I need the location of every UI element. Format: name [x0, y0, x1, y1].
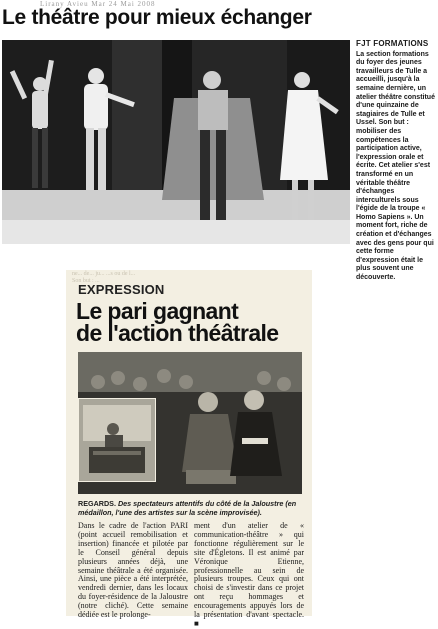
margin-scribble: Lirany Avieu Mar 24 Mai 2008 [40, 0, 156, 8]
headline-bottom [76, 300, 279, 344]
caption-text: Des spectateurs attentifs du côté de la Jaloustre (en médaillon, l'une des artistes sur la scène improvisée). [78, 499, 297, 517]
headline-line: Le pari gagnant [76, 298, 239, 324]
headline-top: Le théâtre pour mieux échanger [2, 6, 312, 29]
headline-line: de l'action théâtrale [76, 320, 279, 346]
sidebar-kicker: FJT FORMATIONS [356, 39, 429, 48]
article-column-left: Dans le cadre de l'action PARI (point accueil remobilisation et insertion) financée et pilotée par le Conseil général depuis plusieurs années déjà, une semaine théâtrale a été organisée. Ainsi, une pièce a été interprétée, vendredi dernier, dans les locaux du foyer-résidence de la Jaloustre (notre cliché). Cette semaine dédiée est le prolonge- [78, 521, 188, 620]
clipping-bottom [66, 270, 312, 628]
section-kicker: EXPRESSION [78, 282, 165, 297]
article-column-right: ment d'un atelier de « communication-théâtre » qui fonctionne régulièrement sur le site d'Égletons. Il est animé par Véronique Etienne, professionnelle au sein de plusieurs troupes. Ceux qui ont choisi de s'investir dans ce projet ont reçu hommages et encouragements appuyés lors de la présentation d'avant spectacle. ■ [194, 521, 304, 628]
photo-theatre-performers [2, 40, 350, 244]
inset-photo-artist [78, 398, 156, 482]
sidebar-text: La section formations du foyer des jeunes travailleurs de Tulle a accueilli, jusqu'à la semaine dernière, un atelier théâtre constitué d'une quinzaine de stagiaires de Tulle et Ussel. Son but : mobiliser des compétences la participation active, l'expression orale et écrite. Cet atelier s'est transformé en un véritable théâtre d'échanges interculturels sous l'égide de la troupe « Homo Sapiens ». Un moment fort, riche de création et d'échanges avec des gens pour qui cette forme d'expression était le plus souvent une découverte. [356, 50, 435, 282]
sidebar-article [356, 40, 438, 283]
bleed-through-text: ne... de... ju... ...s ou de l... [72, 271, 136, 277]
photo-caption [78, 500, 304, 517]
bleed-through-text: Son but : ... [72, 278, 100, 284]
caption-lead: REGARDS. [78, 499, 116, 508]
